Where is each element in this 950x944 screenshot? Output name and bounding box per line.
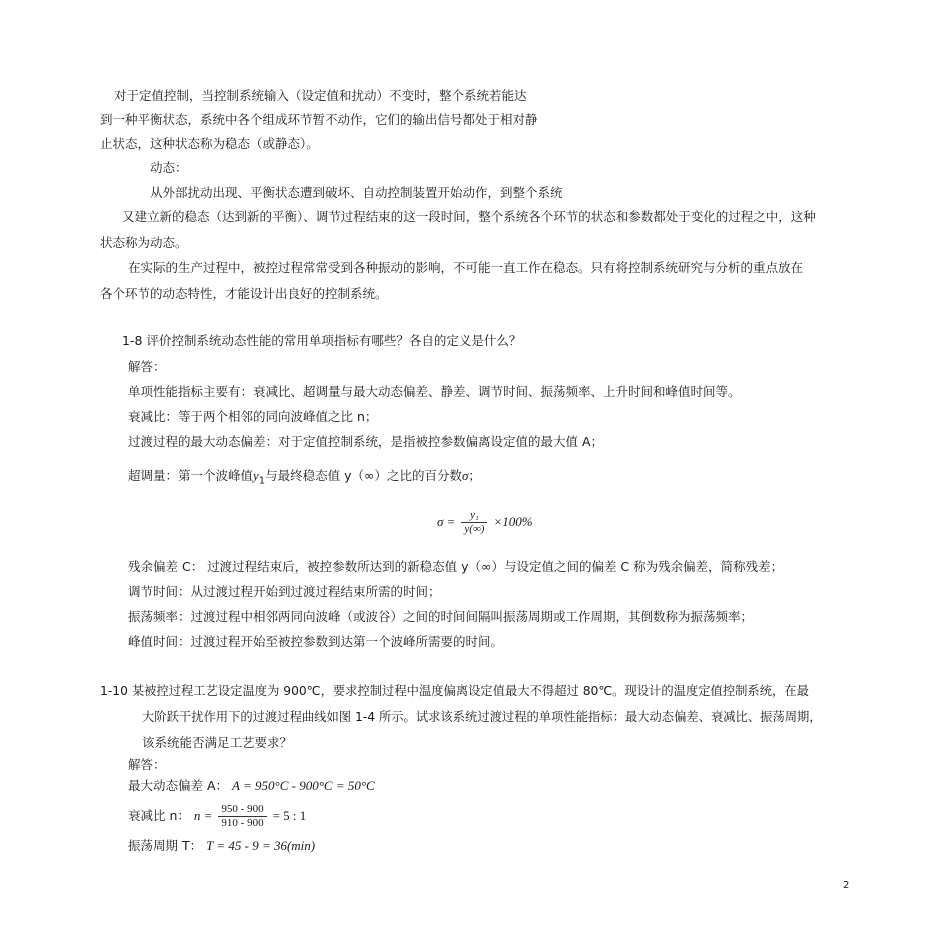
text-line: 到一种平衡状态，系统中各个组成环节暂不动作，它们的输出信号都处于相对静 <box>100 112 538 127</box>
text-span: 最大动态偏差 A： <box>128 778 229 793</box>
max-deviation-line <box>128 778 375 794</box>
page-number: 2 <box>843 880 850 891</box>
text-line: 止状态，这种状态称为稳态（或静态）。 <box>100 136 319 151</box>
text-span: 衰减比 n： <box>128 808 190 823</box>
text-span: 超调量：第一个波峰值 <box>128 468 254 483</box>
formula-lhs: n = <box>193 808 213 823</box>
fraction-denominator: y(∞) <box>464 523 485 535</box>
question-text: 1-10 某被控过程工艺设定温度为 900℃，要求控制过程中温度偏离设定值最大不得超过 80℃。现设计的温度定值控制系统，在最 <box>100 684 809 698</box>
text-line: 又建立新的稳态（达到新的平衡）、调节过程结束的这一段时间，整个系统各个环节的状态和参数都处于变化的过程之中，这种 <box>122 209 816 224</box>
text-line: 峰值时间：过渡过程开始至被控参数到达第一个波峰所需要的时间。 <box>128 634 504 649</box>
text-line: 振荡频率：过渡过程中相邻两同向波峰（或波谷）之间的时间间隔叫振荡周期或工作周期，其倒数称为振荡频率； <box>128 609 754 624</box>
question-text: 1-8 评价控制系统动态性能的常用单项指标有哪些？各自的定义是什么？ <box>122 333 522 348</box>
text-line: 残余偏差 C： 过渡过程结束后，被控参数所达到的新稳态值 y（∞）与设定值之间的偏差 C 称为残余偏差，简称残差； <box>128 559 784 574</box>
math-symbol: σ <box>461 468 469 483</box>
text-line: 对于定值控制，当控制系统输入（设定值和扰动）不变时，整个系统若能达 <box>114 88 527 103</box>
period-line <box>128 838 315 854</box>
fraction-denominator: 910 - 900 <box>221 817 264 829</box>
formula-rhs: = 5 : 1 <box>272 808 307 823</box>
text-line: 衰减比：等于两个相邻的同向波峰值之比 n； <box>128 409 378 424</box>
math-symbol: y <box>253 468 259 483</box>
question-text: 该系统能否满足工艺要求？ <box>142 735 293 750</box>
text-line: 状态称为动态。 <box>100 235 188 250</box>
fraction-numerator: 950 - 900 <box>218 803 266 817</box>
question-text: 大阶跃干扰作用下的过渡过程曲线如图 1-4 所示。试求该系统过渡过程的单项性能指标：最大动态偏差、衰减比、振荡周期， <box>142 710 822 724</box>
max-deviation-formula: A = 950°C - 900°C = 50°C <box>232 778 375 793</box>
period-formula: T = 45 - 9 = 36(min) <box>206 838 316 853</box>
text-span: ； <box>468 468 481 483</box>
text-line: 动态： <box>150 160 188 175</box>
text-line: 在实际的生产过程中，被控过程常常受到各种振动的影响，不可能一直工作在稳态。只有将控制系统研究与分析的重点放在 <box>128 260 804 275</box>
overshoot-formula <box>437 509 533 536</box>
text-line: 从外部扰动出现、平衡状态遭到破坏、自动控制装置开始动作，到整个系统 <box>150 185 563 200</box>
text-span: 与最终稳态值 y（∞）之比的百分数 <box>265 468 462 483</box>
fraction-numerator: y₁ <box>461 509 487 523</box>
formula-rhs: ×100% <box>493 514 533 529</box>
formula-lhs: σ = <box>437 514 456 529</box>
text-span: 振荡周期 T： <box>128 838 203 853</box>
text-line: 单项性能指标主要有：衰减比、超调量与最大动态偏差、静差、调节时间、振荡频率、上升时间和峰值时间等。 <box>128 384 741 399</box>
math-subscript: 1 <box>258 475 266 487</box>
answer-label: 解答： <box>128 359 166 374</box>
answer-label: 解答： <box>128 757 166 772</box>
formula-fraction <box>218 803 266 830</box>
text-line: 各个环节的动态特性，才能设计出良好的控制系统。 <box>100 286 388 301</box>
text-line: 过渡过程的最大动态偏差：对于定值控制系统，是指被控参数偏离设定值的最大值 A； <box>128 434 604 449</box>
text-line: 调节时间：从过渡过程开始到过渡过程结束所需的时间； <box>128 584 441 599</box>
overshoot-line <box>128 468 481 490</box>
decay-ratio-line <box>128 803 306 830</box>
formula-fraction <box>461 509 487 536</box>
